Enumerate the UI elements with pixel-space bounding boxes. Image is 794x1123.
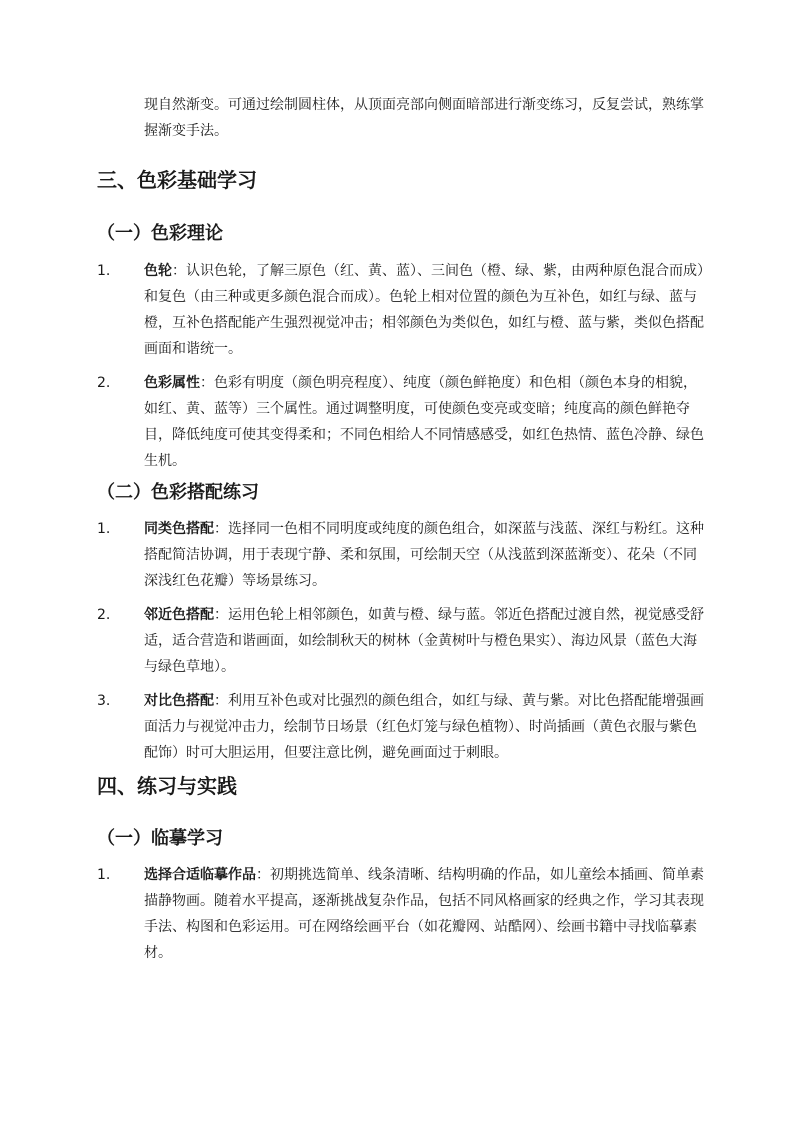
section-4-heading: 四、练习与实践 <box>97 774 237 798</box>
item-number: 2. <box>97 607 111 623</box>
item-term: 邻近色搭配 <box>144 607 214 623</box>
item-term: 色彩属性 <box>144 375 200 391</box>
item-number: 1. <box>97 263 111 279</box>
color-theory-list <box>97 258 707 482</box>
item-text: ：选择同一色相不同明度或纯度的颜色组合，如深蓝与浅蓝、深红与粉红。这种搭配简洁协调，用于表现宁静、柔和氛围，可绘制天空（从浅蓝到深蓝渐变）、花朵（不同深浅红色花瓣）等场景练习。 <box>144 521 704 589</box>
list-item <box>97 862 707 966</box>
item-number: 3. <box>97 693 111 709</box>
list-item <box>97 516 707 594</box>
item-term: 选择合适临摹作品 <box>144 867 256 883</box>
section-3-1-heading: （一）色彩理论 <box>97 223 223 244</box>
item-text: ：初期挑选简单、线条清晰、结构明确的作品，如儿童绘本插画、简单素描静物画。随着水平提高，逐渐挑战复杂作品，包括不同风格画家的经典之作，学习其表现手法、构图和色彩运用。可在网络绘画平台（如花瓣网、站酷网）、绘画书籍中寻找临摹素材。 <box>144 867 704 961</box>
item-text: ：认识色轮，了解三原色（红、黄、蓝）、三间色（橙、绿、紫，由两种原色混合而成）和复色（由三种或更多颜色混合而成）。色轮上相对位置的颜色为互补色，如红与绿、蓝与橙，互补色搭配能产生强烈视觉冲击；相邻颜色为类似色，如红与橙、蓝与紫，类似色搭配画面和谐统一。 <box>144 263 704 357</box>
intro-paragraph: 现自然渐变。可通过绘制圆柱体，从顶面亮部向侧面暗部进行渐变练习，反复尝试，熟练掌握渐变手法。 <box>144 97 704 139</box>
section-4-1-heading: （一）临摹学习 <box>97 828 223 849</box>
list-item <box>97 370 707 474</box>
color-matching-list <box>97 516 707 774</box>
item-term: 对比色搭配 <box>144 693 214 709</box>
item-number: 2. <box>97 375 111 391</box>
list-item <box>97 258 707 362</box>
item-text: ：色彩有明度（颜色明亮程度）、纯度（颜色鲜艳度）和色相（颜色本身的相貌，如红、黄、蓝等）三个属性。通过调整明度，可使颜色变亮或变暗；纯度高的颜色鲜艳夺目，降低纯度可使其变得柔和；不同色相给人不同情感感受，如红色热情、蓝色冷静、绿色生机。 <box>144 375 704 469</box>
item-text: ：利用互补色或对比强烈的颜色组合，如红与绿、黄与紫。对比色搭配能增强画面活力与视觉冲击力，绘制节日场景（红色灯笼与绿色植物）、时尚插画（黄色衣服与紫色配饰）时可大胆运用，但要注意比例，避免画面过于刺眼。 <box>144 693 704 761</box>
item-text: ：运用色轮上相邻颜色，如黄与橙、绿与蓝。邻近色搭配过渡自然，视觉感受舒适，适合营造和谐画面，如绘制秋天的树林（金黄树叶与橙色果实）、海边风景（蓝色大海与绿色草地）。 <box>144 607 704 675</box>
item-number: 1. <box>97 521 111 537</box>
section-3-heading: 三、色彩基础学习 <box>97 168 257 192</box>
copying-study-list <box>97 862 707 974</box>
item-term: 同类色搭配 <box>144 521 214 537</box>
list-item <box>97 602 707 680</box>
item-term: 色轮 <box>144 263 172 279</box>
section-3-2-heading: （二）色彩搭配练习 <box>97 482 259 503</box>
list-item <box>97 688 707 766</box>
item-number: 1. <box>97 867 111 883</box>
